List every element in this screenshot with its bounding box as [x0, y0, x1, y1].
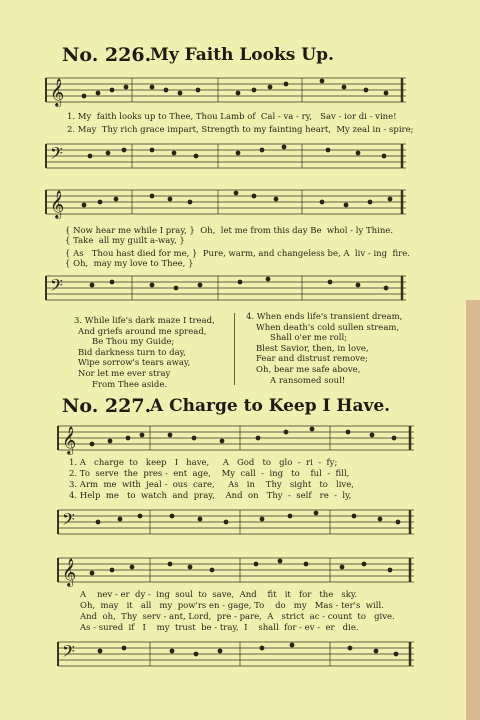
- svg-text:𝄞: 𝄞: [50, 78, 65, 106]
- verse-3-line: 3. While life's dark maze I tread,: [74, 316, 215, 326]
- hymn-227-s2-line-1: A nev - er dy - ing soul to save, And fit it for the sky.: [80, 590, 358, 600]
- hymn-227-system-2-treble-staff: [40, 552, 420, 592]
- verse-divider: [234, 313, 235, 385]
- hymn-226-verse-3: [74, 316, 215, 390]
- svg-text:𝄢: 𝄢: [62, 641, 75, 665]
- verse-4-line: Shall o'er me roll;: [270, 333, 348, 344]
- hymn-226-s2-line-3: { As Thou hast died for me, } Pure, warm, and changeless be, A liv - ing fire.: [65, 249, 410, 259]
- verse-3-line: And griefs around me spread,: [78, 326, 207, 337]
- svg-text:𝄞: 𝄞: [62, 426, 77, 454]
- hymn-227-s1-line-2: 2. To serve the pres - ent age, My call - ing to ful - fill,: [69, 469, 350, 479]
- verse-4-line: When death's cold sullen stream,: [256, 322, 400, 333]
- verse-3-line: Be Thou my Guide;: [92, 337, 175, 348]
- hymn-227-title: A Charge to Keep I Have.: [150, 396, 391, 416]
- verse-3-line: Bid darkness turn to day,: [78, 347, 187, 358]
- svg-text:𝄢: 𝄢: [62, 509, 75, 533]
- hymn-226-number: No. 226.: [62, 44, 152, 66]
- hymn-227-s1-line-3: 3. Arm me with jeal - ous care, As in Thy sight to live,: [69, 480, 354, 490]
- hymn-226-system-2-treble-staff: [40, 184, 412, 224]
- svg-text:𝄞: 𝄞: [50, 190, 65, 218]
- hymn-227-system-1-bass-staff: [40, 504, 420, 544]
- svg-text:𝄢: 𝄢: [50, 275, 63, 299]
- hymn-227-s1-line-4: 4. Help me to watch and pray, And on Thy - self re - ly,: [69, 491, 352, 501]
- hymn-226-s2-line-2: { Take all my guilt a-way, }: [65, 236, 185, 246]
- verse-4-line: Blest Savior, then, in love,: [256, 343, 369, 354]
- hymn-227-s2-line-2: Oh, may it all my pow'rs en - gage, To do my Mas - ter's will.: [80, 601, 384, 611]
- hymn-227-s1-line-1: 1. A charge to keep I have, A God to glo - ri - fy;: [69, 458, 338, 468]
- verse-4-line: 4. When ends life's transient dream,: [246, 312, 403, 322]
- hymn-226-s2-line-4: { Oh, may my love to Thee, }: [65, 259, 194, 269]
- hymn-226-system-1-bass-staff: [40, 138, 412, 178]
- hymn-226-title: My Faith Looks Up.: [150, 45, 334, 65]
- svg-text:𝄞: 𝄞: [62, 558, 77, 586]
- hymn-226-system-2-bass-staff: [40, 270, 412, 310]
- hymn-226-verse-4: [246, 312, 402, 386]
- hymn-227-system-2-bass-staff: [40, 636, 420, 676]
- hymn-227-number: No. 227.: [62, 395, 152, 417]
- svg-text:𝄢: 𝄢: [50, 143, 63, 167]
- verse-4-line: Fear and distrust remove;: [256, 354, 368, 365]
- hymn-226-s2-line-1: { Now hear me while I pray, } Oh, let me from this day Be whol - ly Thine.: [65, 226, 394, 236]
- verse-3-line: Wipe sorrow's tears away,: [78, 358, 191, 369]
- hymn-227-system-1-treble-staff: [40, 420, 420, 460]
- hymn-226-s1-line-2: 2. May Thy rich grace impart, Strength to my fainting heart, My zeal in - spire;: [67, 125, 414, 135]
- verse-3-line: Nor let me ever stray: [78, 368, 171, 379]
- verse-3-line: From Thee aside.: [92, 379, 168, 390]
- hymn-227-s2-line-3: And oh, Thy serv - ant, Lord, pre - pare, A strict ac - count to give.: [80, 612, 395, 622]
- verse-4-line: Oh, bear me safe above,: [256, 364, 361, 375]
- verse-4-line: A ransomed soul!: [270, 375, 346, 386]
- page-edge: [466, 300, 480, 720]
- hymn-226-system-1-treble-staff: [40, 72, 412, 112]
- hymn-226-s1-line-1: 1. My faith looks up to Thee, Thou Lamb of Cal - va - ry, Sav - ior di - vine!: [67, 112, 397, 122]
- hymn-227-s2-line-4: As - sured if I my trust be - tray, I shall for - ev - er die.: [80, 623, 359, 633]
